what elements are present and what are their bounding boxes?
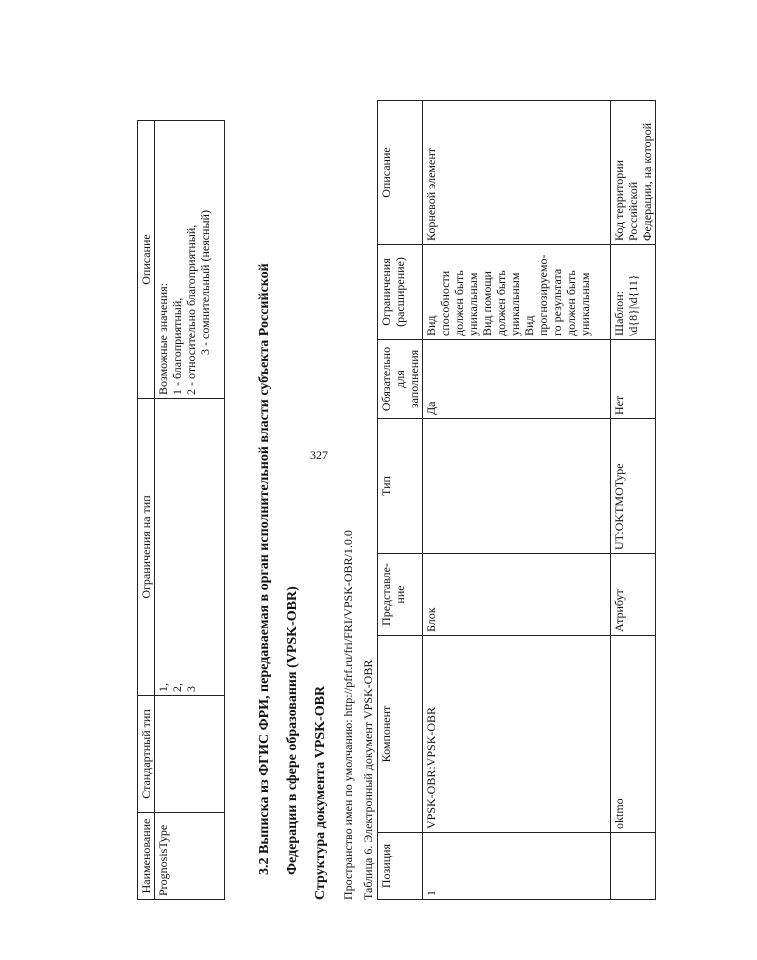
t2-row1-component: VPSK-OBR:VPSK-OBR	[423, 636, 611, 833]
t2-header-limits: Ограничения (расширение)	[378, 245, 423, 340]
limits-line: \d{8}|\d{11}	[626, 274, 640, 336]
limits-line: прогнозируемо-	[536, 254, 550, 336]
t2-row2-position	[611, 833, 656, 900]
limits-line: уникальным	[578, 272, 592, 336]
limits-line: должен быть	[452, 270, 466, 336]
t1-cell-restriction	[155, 399, 225, 696]
t2-row2-representation: Атрибут	[611, 554, 656, 636]
limits-line: Вид	[424, 315, 438, 336]
t1-restriction-line: 3	[184, 686, 198, 692]
t2-row2-required: Нет	[611, 340, 656, 419]
page-number: 327	[310, 448, 328, 462]
t1-cell-description	[155, 121, 225, 399]
t2-header-required: Обязательно для заполнения	[378, 340, 423, 419]
t1-description-line: 3 - сомнительный (неясный)	[198, 210, 212, 355]
t2-row2-component: oktmo	[611, 636, 656, 833]
structure-heading: Структура документа VPSK-OBR	[313, 685, 328, 900]
vpsk-obr-table	[377, 100, 656, 900]
t1-description-line: 2 - относительно благоприятный,	[184, 224, 198, 395]
section-heading-line2: Федерации в сфере образования (VPSK-OBR)	[285, 586, 300, 875]
t1-description-line: 1 - благоприятный,	[170, 297, 184, 395]
description-line: Код территории Российской	[612, 159, 640, 241]
t1-header-restriction: Ограничения на тип	[138, 399, 155, 696]
t2-row2-type: UT:OKTMOType	[611, 419, 656, 554]
t2-header-representation: Представле-ние	[378, 554, 423, 636]
t2-row2-description	[611, 101, 656, 245]
prognosis-table	[137, 120, 225, 900]
namespace-text: Пространство имен по умолчанию: http://pfrf.ru/fri/FRI/VPSK-OBR/1.0.0	[341, 530, 355, 900]
limits-line: уникальным	[508, 272, 522, 336]
t2-row1-position: 1	[423, 833, 611, 900]
t2-row1-limits	[423, 245, 611, 340]
t2-header-description: Описание	[378, 101, 423, 245]
limits-line: способности	[438, 270, 452, 336]
t2-header-position: Позиция	[378, 833, 423, 900]
limits-line: Вид	[522, 315, 536, 336]
t2-header-type: Тип	[378, 419, 423, 554]
t2-row1-type	[423, 419, 611, 554]
t2-row1-representation: Блок	[423, 554, 611, 636]
section-heading-line1: 3.2 Выписка из ФГИС ФРИ, передаваемая в орган исполнительной власти субъекта Российской	[257, 263, 272, 875]
t2-row2-limits	[611, 245, 656, 340]
t1-header-description: Описание	[138, 121, 155, 399]
limits-line: уникальным	[466, 272, 480, 336]
limits-line: Шаблон:	[612, 291, 626, 336]
t2-row1-description: Корневой элемент	[423, 101, 611, 245]
t2-header-component: Компонент	[378, 636, 423, 833]
t1-cell-name: PrognosisType	[155, 813, 225, 900]
t1-cell-stdtype	[155, 696, 225, 813]
t1-description-line: Возможные значения:	[156, 282, 170, 395]
limits-line: должен быть	[494, 270, 508, 336]
description-line: Федерации, на которой	[640, 123, 654, 241]
rotated-page-content	[117, 80, 757, 960]
t1-restriction-line: 2,	[170, 683, 184, 692]
table-caption: Таблица 6. Электронный документ VPSK-OBR	[361, 659, 375, 900]
t1-header-stdtype: Стандартный тип	[138, 696, 155, 813]
t1-header-name: Наименование	[138, 813, 155, 900]
t1-restriction-line: 1,	[156, 683, 170, 692]
limits-line: го результата	[550, 268, 564, 336]
limits-line: Вид помощи	[480, 271, 494, 336]
limits-line: должен быть	[564, 270, 578, 336]
t2-row1-required: Да	[423, 340, 611, 419]
